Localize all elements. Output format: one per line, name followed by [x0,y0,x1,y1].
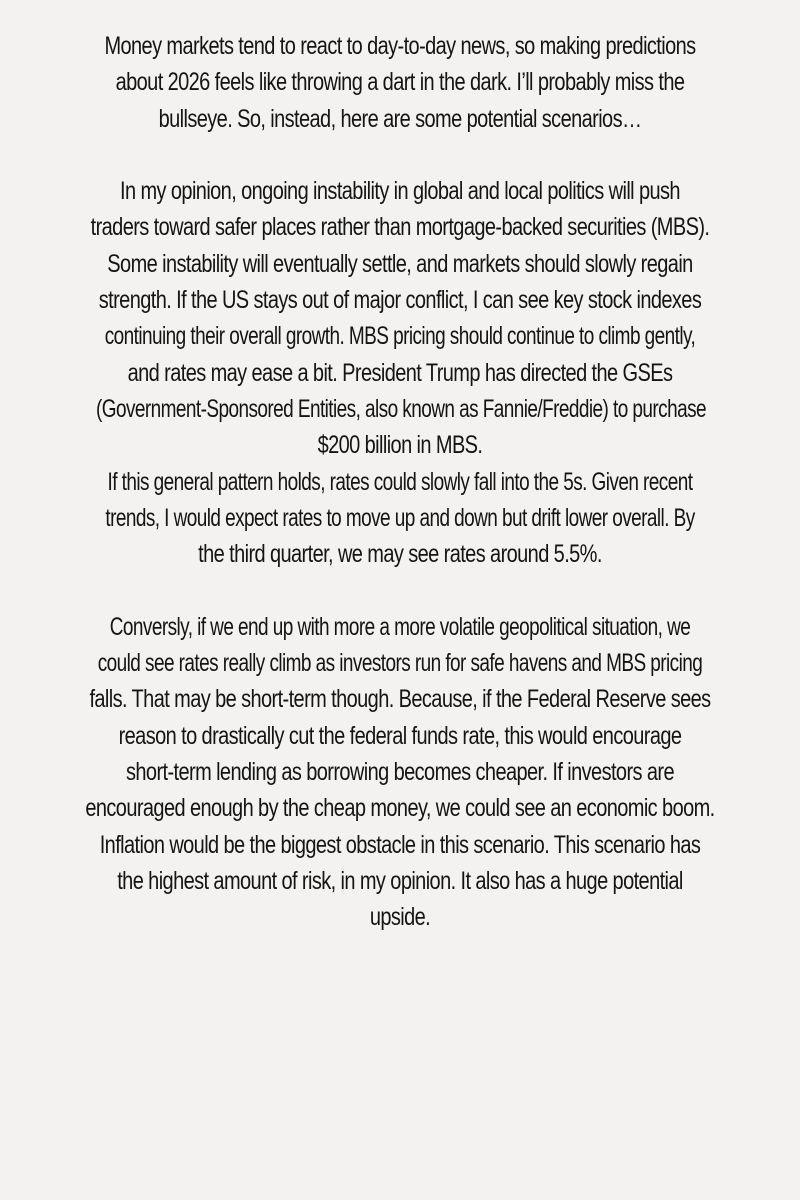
text-line: (Government-Sponsored Entities, also known as Fannie/Freddie) to purchase [96,394,707,423]
document-body [0,28,800,935]
text-line: Money markets tend to react to day-to-day news, so making predictions [104,32,696,60]
text-line: bullseye. So, instead, here are some potential scenarios… [158,104,642,133]
text-line: trends, I would expect rates to move up and down but drift lower overall. By [105,503,695,532]
text-line: short-term lending as borrowing becomes cheaper. If investors are [126,757,674,786]
text-line: upside. [369,903,431,932]
paragraph-spacer [0,137,800,173]
text-line: could see rates really climb as investors run for safe havens and MBS pricing [97,649,703,678]
text-line: and rates may ease a bit. President Trump has directed the GSEs [127,358,673,387]
text-line: traders toward safer places rather than mortgage-backed securities (MBS). [90,213,710,242]
text-line: the highest amount of risk, in my opinion. It also has a huge potential [117,866,683,895]
paragraph-optimistic-scenario [0,173,800,572]
paragraph-spacer [0,572,800,608]
text-line: Conversly, if we end up with more a more volatile geopolitical situation, we [109,612,691,641]
text-line: $200 billion in MBS. [317,431,483,460]
text-line: encouraged enough by the cheap money, we could see an economic boom. [85,794,715,823]
text-line: reason to drastically cut the federal funds rate, this would encourage [118,721,682,750]
text-line: Inflation would be the biggest obstacle in this scenario. This scenario has [99,830,701,859]
text-line: Some instability will eventually settle, and markets should slowly regain [107,249,693,278]
text-line: In my opinion, ongoing instability in global and local politics will push [120,177,680,206]
text-line: If this general pattern holds, rates could slowly fall into the 5s. Given recent [107,467,693,496]
text-line: strength. If the US stays out of major conflict, I can see key stock indexes [98,286,702,315]
text-line: falls. That may be short-term though. Because, if the Federal Reserve sees [89,685,711,714]
text-line: the third quarter, we may see rates around 5.5%. [198,540,602,569]
paragraph-intro [0,28,800,137]
text-line: continuing their overall growth. MBS pricing should continue to climb gently, [104,322,696,351]
paragraph-volatile-scenario [0,609,800,936]
text-line: about 2026 feels like throwing a dart in the dark. I’ll probably miss the [115,68,685,97]
